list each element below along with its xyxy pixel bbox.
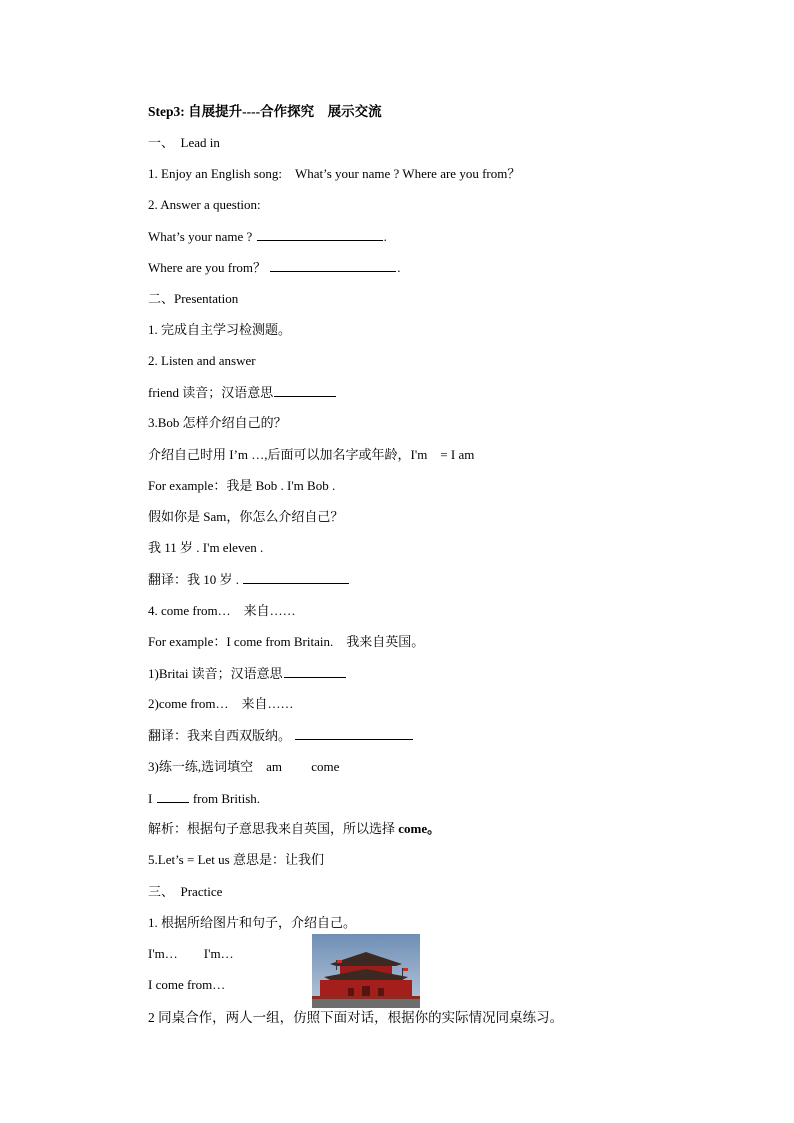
section-practice-title: 三、 Practice bbox=[148, 884, 223, 899]
answer-blank-name[interactable] bbox=[257, 228, 383, 241]
example-eleven: 我 11 岁 . I'm eleven . bbox=[148, 540, 264, 555]
presentation-item-4: 4. come from… 来自…… bbox=[148, 603, 296, 618]
section-presentation-title: 二、Presentation bbox=[148, 291, 239, 306]
section-lead-in-title: 一、 Lead in bbox=[148, 135, 220, 150]
lead-in-question: 2. Answer a question: bbox=[148, 197, 261, 212]
fill-in-sentence: I from British. bbox=[148, 791, 261, 806]
answer-blank-ten[interactable] bbox=[243, 571, 349, 584]
example-britain: For example：I come from Britain. 我来自英国。 bbox=[148, 634, 425, 649]
practice-item-1: 1. 根据所给图片和句子，介绍自己。 bbox=[148, 915, 357, 930]
practice-item-2: 2 同桌合作，两人一组，仿照下面对话，根据你的实际情况同桌练习。 bbox=[148, 1010, 564, 1025]
come-from-note: 2)come from… 来自…… bbox=[148, 696, 294, 711]
example-bob: For example：我是 Bob . I'm Bob . bbox=[148, 478, 336, 493]
practice-choice: 3)练一练,选词填空 am come bbox=[148, 759, 340, 774]
practice-im: I'm… I'm… bbox=[148, 946, 234, 961]
presentation-item-1: 1. 完成自主学习检测题。 bbox=[148, 322, 292, 337]
answer-blank-britain[interactable] bbox=[284, 665, 346, 678]
britain-meaning: 1)Britai 读音；汉语意思 bbox=[148, 665, 347, 682]
answer-blank-friend[interactable] bbox=[274, 384, 336, 397]
practice-come-from: I come from… bbox=[148, 977, 226, 992]
sam-question: 假如你是 Sam，你怎么介绍自己？ bbox=[148, 509, 344, 524]
presentation-item-2: 2. Listen and answer bbox=[148, 353, 256, 368]
analysis: 解析：根据句子意思我来自英国，所以选择 come。 bbox=[148, 821, 441, 836]
question-name: What’s your name ? . bbox=[148, 229, 387, 244]
translate-ten: 翻译：我 10 岁 . bbox=[148, 571, 350, 588]
intro-rule: 介绍自己时用 I’m …,后面可以加名字或年龄，I'm = I am bbox=[148, 447, 475, 462]
lead-in-song: 1. Enjoy an English song: What’s your name ? Where are you from？ bbox=[148, 166, 521, 181]
answer-blank-xishuangbanna[interactable] bbox=[295, 727, 413, 740]
friend-meaning: friend 读音；汉语意思 bbox=[148, 384, 337, 401]
answer-blank-come[interactable] bbox=[157, 790, 189, 803]
presentation-item-3: 3.Bob 怎样介绍自己的？ bbox=[148, 415, 287, 430]
tiananmen-photo bbox=[312, 934, 420, 1008]
answer-blank-from[interactable] bbox=[270, 259, 396, 272]
section-heading: Step3: 自展提升----合作探究 展示交流 bbox=[148, 104, 382, 119]
lets-meaning: 5.Let’s = Let us 意思是：让我们 bbox=[148, 852, 324, 867]
question-from: Where are you from？ . bbox=[148, 260, 401, 275]
translate-xishuangbanna: 翻译：我来自西双版纳。 bbox=[148, 727, 414, 744]
